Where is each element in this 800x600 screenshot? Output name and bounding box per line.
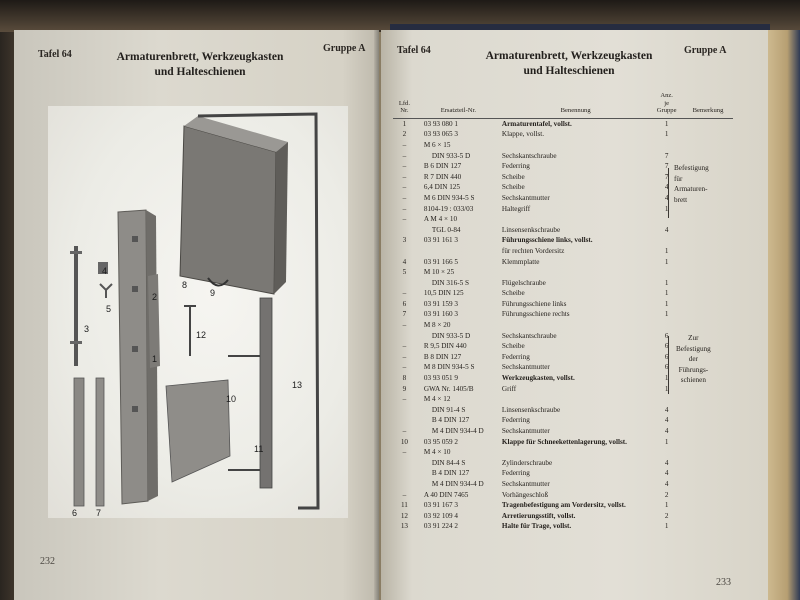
figure-label: 3 [84,324,90,334]
cell-part-no: M 10 × 25 [423,268,455,277]
cell-lfd: 3 [402,236,407,245]
col-header-qty [650,92,683,118]
cell-lfd [393,415,416,426]
qty-header-line2: je [664,99,670,107]
cell-qty: 1 [664,310,669,319]
part-rail-left [74,246,78,366]
cell-name: Führungsschiene rechts [501,310,570,319]
table-row [393,415,733,426]
remark-a-line: Befestigung [674,164,709,172]
cell-part-no: R 7 DIN 440 [423,172,462,181]
col-header-remark: Bemerkung [683,92,733,118]
cell-part-no: 03 91 161 3 [423,236,458,245]
cell-remark [683,299,733,310]
figure-label: 8 [182,280,188,290]
table-row [393,267,733,278]
cell-lfd [393,405,416,416]
cell-lfd: – [402,342,407,351]
remark-b-line: Zur [688,334,699,342]
figure-label: 6 [72,508,78,518]
cell-qty [650,447,683,458]
cell-part-no: R 9,5 DIN 440 [423,342,467,351]
cell-qty: 4 [664,458,669,467]
cell-lfd [393,278,416,289]
cell-part-no: 03 93 080 1 [423,119,458,128]
cell-qty: 6 [664,363,669,372]
cell-lfd [393,331,416,342]
cell-lfd [393,246,416,257]
cell-lfd: 1 [402,119,407,128]
cell-lfd: 8 [402,374,407,383]
table-row [393,299,733,310]
cell-name: Zylinderschraube [501,458,553,467]
cell-qty: 7 [664,172,669,181]
cell-qty: 1 [664,246,669,255]
cell-lfd: 5 [402,268,407,277]
cell-qty: 4 [664,225,669,234]
cell-name [501,320,650,331]
cell-qty: 7 [664,151,669,160]
cell-lfd: – [402,448,407,457]
cell-lfd: 13 [400,522,409,531]
right-plate-label: Tafel 64 [397,45,431,56]
qty-header-line3: Gruppe [656,107,677,115]
cell-lfd: 11 [400,501,408,510]
cell-part-no: M 4 × 12 [423,395,451,404]
cell-qty: 1 [664,278,669,287]
cell-remark [683,320,733,331]
cell-part-no: 10,5 DIN 125 [423,289,464,298]
table-row [393,521,733,532]
cell-qty: 1 [664,384,669,393]
cell-part-no: M 4 DIN 934-4 D [431,479,484,488]
cell-lfd [393,468,416,479]
part-guide-rail-left [74,378,84,506]
cell-part-no: DIN 933-5 D [431,151,471,160]
cell-part-no: DIN 933-5 D [431,331,471,340]
part-toolbox [180,126,276,294]
remark-a-line: für [674,174,683,183]
cell-qty: 4 [664,183,669,192]
cell-qty: 4 [664,427,669,435]
part-guide-rail-right [96,378,104,506]
cell-remark [683,246,733,257]
cell-qty: 4 [664,405,669,414]
cell-qty: 4 [664,479,669,488]
cell-part-no: 03 91 160 3 [423,310,458,319]
cell-lfd: 10 [400,437,409,446]
table-row [393,225,733,236]
cell-qty [650,214,683,225]
panel-hole [132,286,138,292]
cell-remark [683,151,733,162]
part-lock-pin [184,306,196,356]
cell-qty: 1 [664,119,669,128]
cell-part-no: M 6 DIN 934-5 S [423,193,475,202]
cell-name: Klemmplatte [501,257,540,266]
cell-name: Klappe für Schneekettenlagerung, vollst. [501,437,627,446]
right-title-line1: Armaturenbrett, Werkzeugkasten [485,50,653,62]
remark-group-a [674,163,709,205]
cell-remark [683,458,733,469]
cell-lfd: – [402,363,407,372]
cell-remark [683,257,733,268]
cell-name: Griff [501,384,517,393]
cell-part-no: M 4 DIN 934-4 D [431,427,484,435]
cell-part-no: 03 91 224 2 [423,522,458,531]
cell-name: Sechskantschraube [501,331,557,340]
cell-lfd [393,225,416,236]
table-row [393,214,733,225]
cell-lfd: – [402,395,407,404]
cell-name [501,214,650,225]
figure-label: 7 [96,508,102,518]
cell-lfd: – [402,162,407,171]
cell-name: Vorhängeschloß [501,490,549,499]
cell-lfd: 12 [400,511,409,520]
cell-qty [650,235,683,246]
cell-name [501,140,650,151]
cell-name: Linsensenkschraube [501,225,561,234]
left-title-line2: und Halteschienen [154,66,246,78]
cell-name: für rechten Vordersitz [501,246,565,255]
cell-name [501,394,650,405]
cell-lfd [393,458,416,469]
cell-qty: 1 [664,437,669,446]
cell-remark [683,235,733,246]
table-row [393,447,733,458]
cell-remark [683,511,733,522]
cell-part-no: M 8 × 20 [423,321,451,330]
cell-part-no [416,246,501,257]
left-plate-label: Tafel 64 [38,49,72,60]
cell-remark [683,129,733,140]
left-group-label: Gruppe A [323,43,366,54]
cell-lfd: – [402,140,407,149]
cell-name: Werkzeugkasten, vollst. [501,374,575,383]
cell-lfd: – [402,321,407,330]
cell-name: Armaturentafel, vollst. [501,119,572,128]
cell-remark [683,140,733,151]
cell-lfd: – [402,151,407,160]
cell-part-no: DIN 91-4 S [431,405,466,414]
cell-lfd: 9 [402,384,407,393]
cell-name: Federring [501,416,530,425]
cell-qty: 1 [664,299,669,308]
table-row [393,151,733,162]
figure-label: 13 [292,380,303,390]
table-row [393,437,733,448]
table-row [393,500,733,511]
table-row [393,490,733,501]
cell-lfd: – [402,172,407,181]
right-title-line2: und Halteschienen [523,65,615,77]
left-title-line1: Armaturenbrett, Werkzeugkasten [116,51,284,63]
cell-qty: 2 [664,490,669,499]
cell-part-no: A 40 DIN 7465 [423,490,469,499]
cell-remark [683,288,733,299]
cell-remark [683,278,733,289]
panel-hole [132,236,138,242]
table-row [393,394,733,405]
cell-part-no: GWA Nr. 1405/B [423,384,474,393]
cell-lfd: – [402,204,407,213]
cell-part-no: DIN 316-5 S [431,278,469,287]
cell-name: Sechskantmutter [501,363,550,372]
cell-name [501,267,650,278]
cell-part-no: 8104-19 : 033/03 [423,204,474,213]
cell-lfd: 2 [402,130,407,139]
table-row [393,140,733,151]
table-row [393,511,733,522]
figure-label: 10 [226,394,237,404]
cell-lfd: 6 [402,299,407,308]
cell-qty: 4 [664,416,669,425]
right-page-number: 233 [716,577,731,588]
parts-table [393,92,733,532]
table-row [393,278,733,289]
remark-b-line: schienen [680,376,706,385]
table-row [393,246,733,257]
cell-name [501,447,650,458]
cell-qty: 6 [664,342,669,351]
figure-label: 2 [152,292,158,302]
remark-brace-a [668,168,669,218]
table-row [393,479,733,490]
cell-name: Klappe, vollst. [501,130,545,139]
cell-name: Sechskantmutter [501,427,550,435]
part-wing-screw [100,284,112,298]
part-stretcher-mount [260,298,272,488]
cell-remark [683,479,733,490]
cell-qty: 1 [664,522,669,531]
cell-lfd: 7 [402,310,407,319]
cell-lfd: – [402,289,407,298]
cell-name: Sechskantmutter [501,479,550,488]
cell-remark [683,447,733,458]
remark-b-line: Führungs- [678,365,709,374]
cell-part-no: 03 93 051 9 [423,374,458,383]
cell-name: Haltegriff [501,204,531,213]
cell-remark [683,309,733,320]
cell-name: Führungsschiene links, vollst. [501,236,593,245]
cell-remark [683,394,733,405]
cell-lfd: – [402,215,407,224]
rail-clip [70,341,82,344]
cell-remark [683,468,733,479]
cell-remark [683,415,733,426]
parts-illustration [48,106,348,518]
rail-clip [70,251,82,254]
cell-qty: 7 [664,162,669,171]
right-group-label: Gruppe A [684,45,727,56]
cell-remark [683,500,733,511]
cell-qty [650,320,683,331]
cell-lfd: 4 [402,257,407,266]
remark-a-line: brett [674,195,688,204]
cell-qty: 4 [664,469,669,478]
qty-header-line1: Anz. [660,92,673,99]
left-page-title [100,50,300,80]
cell-part-no: B 4 DIN 127 [431,416,470,425]
cell-name: Tragenbefestigung am Vordersitz, vollst. [501,501,626,510]
cell-part-no: A M 4 × 10 [423,215,458,224]
cell-lfd: – [402,183,407,192]
left-page-number: 232 [40,556,55,567]
figure-label: 5 [106,304,112,314]
cell-lfd: – [402,193,407,202]
table-row [393,288,733,299]
cell-part-no: 6,4 DIN 125 [423,183,460,192]
cell-remark [683,437,733,448]
cell-part-no: 03 93 065 3 [423,130,458,139]
cell-qty [650,140,683,151]
cell-part-no: 03 91 159 3 [423,299,458,308]
cell-remark [683,426,733,437]
book-edge [768,30,800,600]
table-row [393,426,733,437]
cell-part-no: 03 95 059 2 [423,437,458,446]
table-row [393,405,733,416]
cell-lfd [393,479,416,490]
right-page-title [464,49,674,79]
cell-name: Sechskantschraube [501,151,557,160]
cell-remark [683,225,733,236]
panel-hole [132,406,138,412]
cell-qty: 1 [664,257,669,266]
table-row [393,235,733,246]
col-header-name: Benennung [501,92,650,118]
cell-name: Federring [501,352,530,361]
cell-lfd: – [402,352,407,361]
cell-name: Flügelschraube [501,278,546,287]
table-row [393,468,733,479]
cell-remark [683,267,733,278]
remark-b-line: Befestigung [676,344,711,353]
cell-remark [683,405,733,416]
cell-name: Scheibe [501,342,525,351]
cell-remark [683,490,733,501]
cell-part-no: B 6 DIN 127 [423,162,462,171]
cell-qty: 4 [664,193,669,202]
cell-part-no: M 8 DIN 934-5 S [423,363,475,372]
cell-part-no: M 4 × 10 [423,448,451,457]
figure-label: 12 [196,330,207,340]
cell-name: Federring [501,469,530,478]
cell-qty: 1 [664,204,669,213]
figure-label: 4 [102,266,108,276]
cell-name: Scheibe [501,183,525,192]
cell-part-no: M 6 × 15 [423,140,451,149]
cell-name: Federring [501,162,530,171]
table-row [393,257,733,268]
cell-qty: 1 [664,289,669,298]
part-toolbox-side [274,142,288,294]
cell-name: Linsensenkschraube [501,405,561,414]
cell-part-no: B 8 DIN 127 [423,352,462,361]
cell-qty [650,267,683,278]
cell-qty: 2 [664,511,669,520]
cell-qty: 6 [664,331,669,340]
cell-name: Arretierungsstift, vollst. [501,511,576,520]
remark-b-line: der [688,355,698,364]
table-row [393,118,733,129]
cell-part-no: 03 91 166 5 [423,257,458,266]
part-dashboard-panel [118,210,148,504]
cell-remark [683,118,733,129]
cell-qty: 1 [664,374,669,383]
cell-qty [650,394,683,405]
col-header-part-no: Ersatzteil-Nr. [416,92,501,118]
col-header-lfd: Lfd. Nr. [393,92,416,118]
panel-hole [132,346,138,352]
cell-qty: 1 [664,130,669,139]
cell-remark [683,521,733,532]
cell-part-no: DIN 84-4 S [431,458,466,467]
remark-a-line: Armaturen- [674,185,708,194]
part-snow-chain-flap [166,380,230,482]
cell-qty: 6 [664,352,669,361]
table-row [393,309,733,320]
cell-part-no: B 4 DIN 127 [431,469,470,478]
figure-label: 9 [210,288,216,298]
cell-part-no: TGL 0-84 [431,225,461,234]
cell-part-no: 03 92 109 4 [423,511,458,520]
table-header-row [393,92,733,118]
cell-part-no: 03 91 167 3 [423,501,458,510]
table-row [393,320,733,331]
cell-name: Führungsschiene links [501,299,567,308]
cell-lfd: – [402,427,407,435]
table-row [393,129,733,140]
cell-name: Scheibe [501,172,525,181]
figure-label: 1 [152,354,158,364]
remark-group-b [676,333,711,386]
table-row [393,458,733,469]
figure-label: 11 [254,444,264,454]
remark-brace-b [668,336,669,394]
parts-drawing [48,106,348,518]
cell-lfd: – [402,490,407,499]
cell-name: Scheibe [501,289,525,298]
cell-remark [683,214,733,225]
cell-qty: 1 [664,501,669,510]
cell-name: Sechskantmutter [501,193,550,202]
cell-name: Halte für Trage, vollst. [501,522,572,531]
